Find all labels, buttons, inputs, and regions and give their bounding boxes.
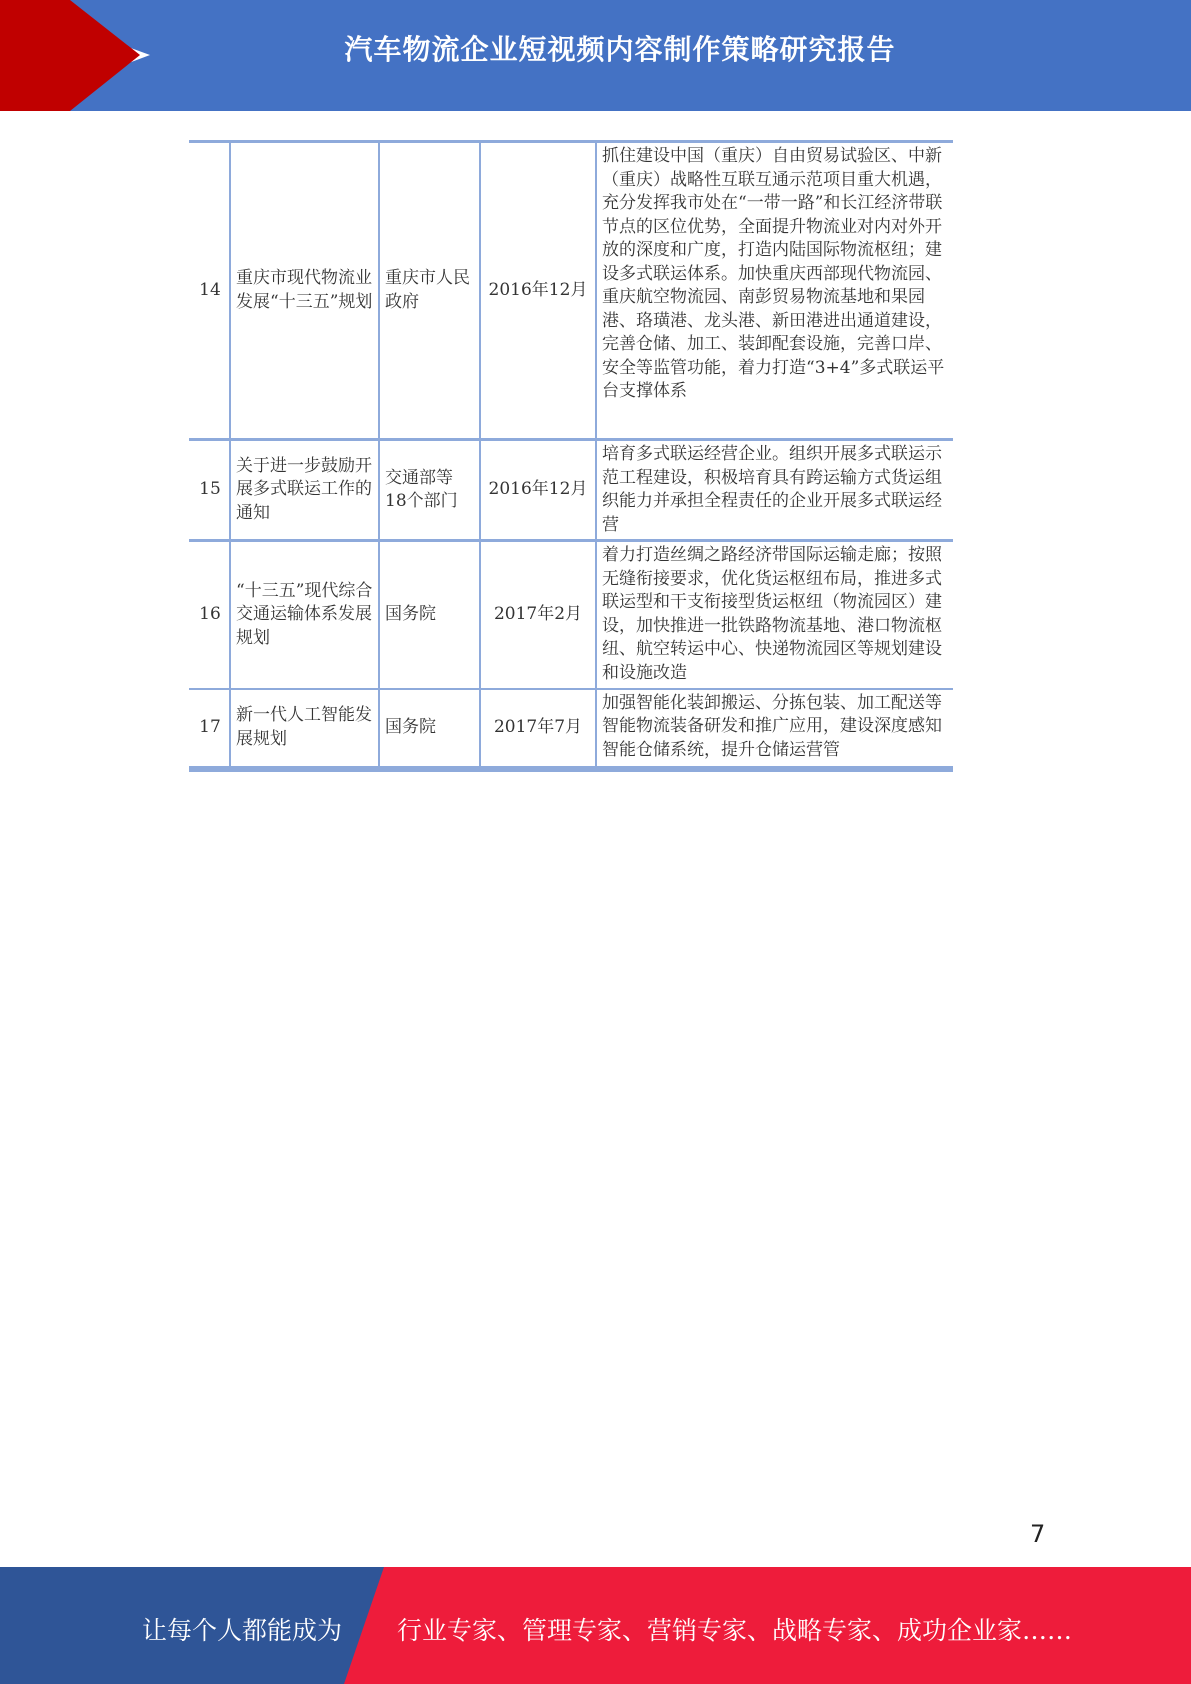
table-row (190, 689, 952, 769)
header-red-arrow (70, 0, 140, 111)
issuing-org: 重庆市人民政府 (379, 142, 480, 440)
footer-slogan-right: 行业专家、管理专家、营销专家、战略专家、成功企业家…… (397, 1616, 1073, 1645)
row-number: 16 (190, 541, 230, 689)
page-header (0, 0, 1191, 111)
policy-name: “十三五”现代综合交通运输体系发展规划 (230, 541, 379, 689)
row-number: 15 (190, 440, 230, 541)
header-red-block (0, 0, 70, 111)
policy-content: 着力打造丝绸之路经济带国际运输走廊；按照无缝衔接要求，优化货运枢纽布局，推进多式联运型和干支衔接型货运枢纽（物流园区）建设，加快推进一批铁路物流基地、港口物流枢纽、航空转运中心、快递物流园区等规划建设和设施改造 (596, 541, 952, 689)
issuing-org: 国务院 (379, 541, 480, 689)
issue-date: 2017年2月 (480, 541, 596, 689)
policy-content: 加强智能化装卸搬运、分拣包装、加工配送等智能物流装备研发和推广应用，建设深度感知智能仓储系统，提升仓储运营管 (596, 689, 952, 769)
policy-content: 培育多式联运经营企业。组织开展多式联运示范工程建设，积极培育具有跨运输方式货运组织能力并承担全程责任的企业开展多式联运经营 (596, 440, 952, 541)
issuing-org: 交通部等18个部门 (379, 440, 480, 541)
policy-name: 重庆市现代物流业发展“十三五”规划 (230, 142, 379, 440)
issuing-org: 国务院 (379, 689, 480, 769)
page-number: 7 (1030, 1520, 1046, 1548)
policy-name: 关于进一步鼓励开展多式联运工作的通知 (230, 440, 379, 541)
issue-date: 2016年12月 (480, 142, 596, 440)
table-row (190, 142, 952, 440)
row-number: 14 (190, 142, 230, 440)
table-row (190, 440, 952, 541)
report-title: 汽车物流企业短视频内容制作策略研究报告 (344, 33, 896, 66)
footer-slogan-left: 让每个人都能成为 (142, 1616, 343, 1645)
policy-table (189, 140, 953, 772)
policy-name: 新一代人工智能发展规划 (230, 689, 379, 769)
policy-content: 抓住建设中国（重庆）自由贸易试验区、中新（重庆）战略性互联互通示范项目重大机遇，充分发挥我市处在“一带一路”和长江经济带联节点的区位优势，全面提升物流业对内对外开放的深度和广度，打造内陆国际物流枢纽；建设多式联运体系。加快重庆西部现代物流园、重庆航空物流园、南彭贸易物流基地和果园港、珞璜港、龙头港、新田港进出通道建设，完善仓储、加工、装卸配套设施，完善口岸、安全等监管功能，着力打造“3+4”多式联运平台支撑体系 (596, 142, 952, 440)
issue-date: 2016年12月 (480, 440, 596, 541)
issue-date: 2017年7月 (480, 689, 596, 769)
row-number: 17 (190, 689, 230, 769)
table-row (190, 541, 952, 689)
page-footer (0, 1567, 1191, 1684)
